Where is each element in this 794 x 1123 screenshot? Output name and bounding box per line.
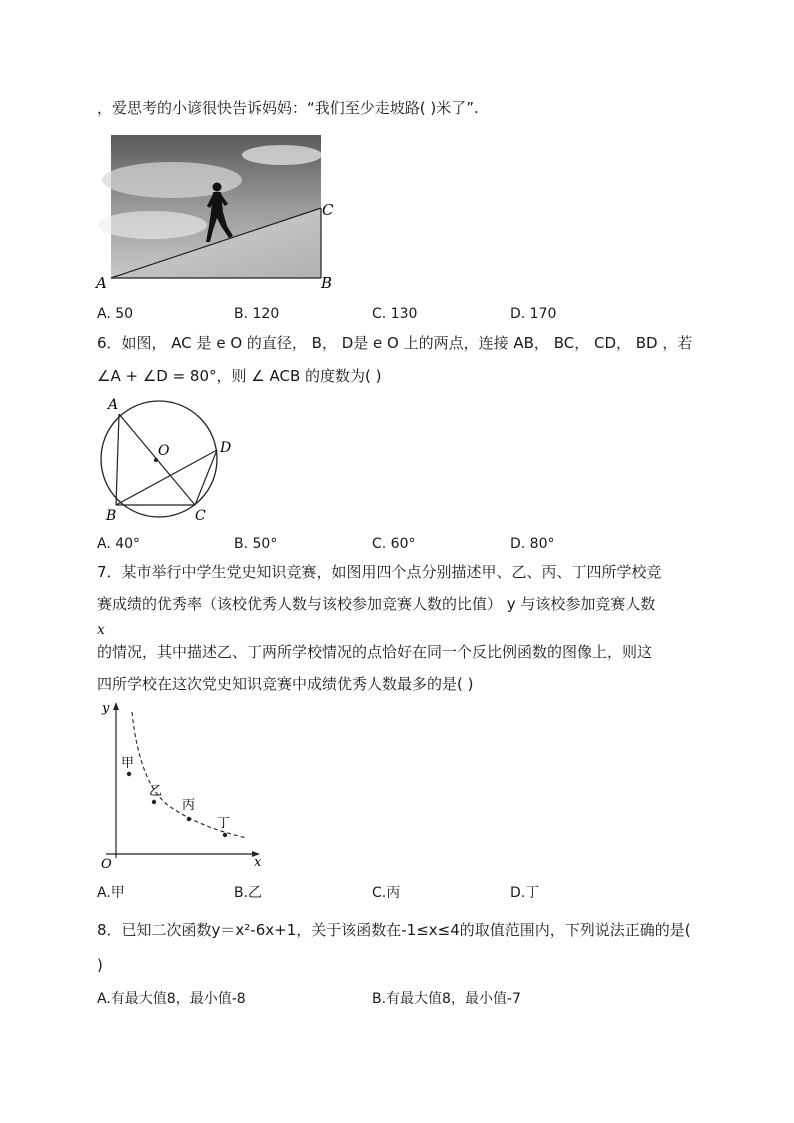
label-c: C — [195, 508, 206, 524]
q8-line-2: ) — [97, 956, 103, 974]
q5-option-d: D. 170 — [510, 306, 557, 322]
q7-inverse-graph — [92, 698, 272, 873]
q8-line-1: 8．已知二次函数y＝x²-6x+1，关于该函数在-1≤x≤4的取值范围内，下列说法正确的是( — [97, 921, 691, 939]
q5-intro-line: ，爱思考的小谚很快告诉妈妈：“我们至少走坡路( )米了”. — [97, 99, 479, 117]
q6-circle-figure — [92, 392, 242, 524]
q6-option-a: A. 40° — [97, 536, 141, 552]
q7-option-c: C.丙 — [372, 885, 401, 901]
q6-option-d: D. 80° — [510, 536, 555, 552]
q7-option-b: B.乙 — [234, 885, 263, 901]
axis-label-y: y — [102, 701, 110, 716]
photo-label-c: C — [322, 201, 334, 219]
q5-option-a: A. 50 — [97, 306, 134, 322]
photo-label-a: A — [96, 274, 107, 292]
y-axis-arrow — [113, 702, 119, 710]
q8-option-b: B.有最大值8，最小值-7 — [372, 991, 521, 1007]
label-o: O — [158, 443, 170, 459]
q7-option-a: A.甲 — [97, 885, 125, 901]
q6-option-b: B. 50° — [234, 536, 278, 552]
label-b: B — [106, 508, 117, 524]
point-bing — [187, 817, 191, 821]
segment-ab — [116, 414, 119, 505]
axis-label-x: x — [254, 855, 262, 870]
cloud — [97, 211, 207, 239]
q7-line-2: 赛成绩的优秀率（该校优秀人数与该校参加竞赛人数的比值） y 与该校参加竞赛人数 — [97, 595, 656, 613]
point-yi — [152, 800, 156, 804]
q7-line-1: 7．某市举行中学生党史知识竞赛，如图用四个点分别描述甲、乙、丙、丁四所学校竞 — [97, 563, 662, 581]
q6-option-c: C. 60° — [372, 536, 416, 552]
q8-option-a: A.有最大值8，最小值-8 — [97, 991, 246, 1007]
q6-line-2: ∠A + ∠D = 80°，则 ∠ ACB 的度数为( ) — [97, 367, 382, 385]
label-ding: 丁 — [217, 816, 231, 831]
point-jia — [127, 772, 131, 776]
q5-slope-photo — [92, 130, 342, 295]
point-ding — [223, 833, 227, 837]
label-yi: 乙 — [149, 784, 163, 799]
q7-line-5: 四所学校在这次党史知识竞赛中成绩优秀人数最多的是( ) — [97, 675, 474, 693]
q5-option-b: B. 120 — [234, 306, 280, 322]
q6-line-1: 6．如图， AC 是 e O 的直径， B， D是 e O 上的两点，连接 AB， BC， CD， BD ，若 — [97, 334, 693, 352]
cloud — [242, 145, 322, 165]
label-d: D — [220, 440, 232, 456]
photo-label-b: B — [321, 274, 333, 292]
q7-line-3: x — [97, 622, 105, 638]
label-jia: 甲 — [121, 756, 135, 771]
origin-label: O — [101, 857, 112, 872]
q7-option-d: D.丁 — [510, 885, 540, 901]
q5-option-c: C. 130 — [372, 306, 418, 322]
q7-line-4: 的情况，其中描述乙、丁两所学校情况的点恰好在同一个反比例函数的图像上，则这 — [97, 643, 653, 661]
label-a: A — [108, 397, 119, 413]
label-bing: 丙 — [182, 798, 196, 813]
